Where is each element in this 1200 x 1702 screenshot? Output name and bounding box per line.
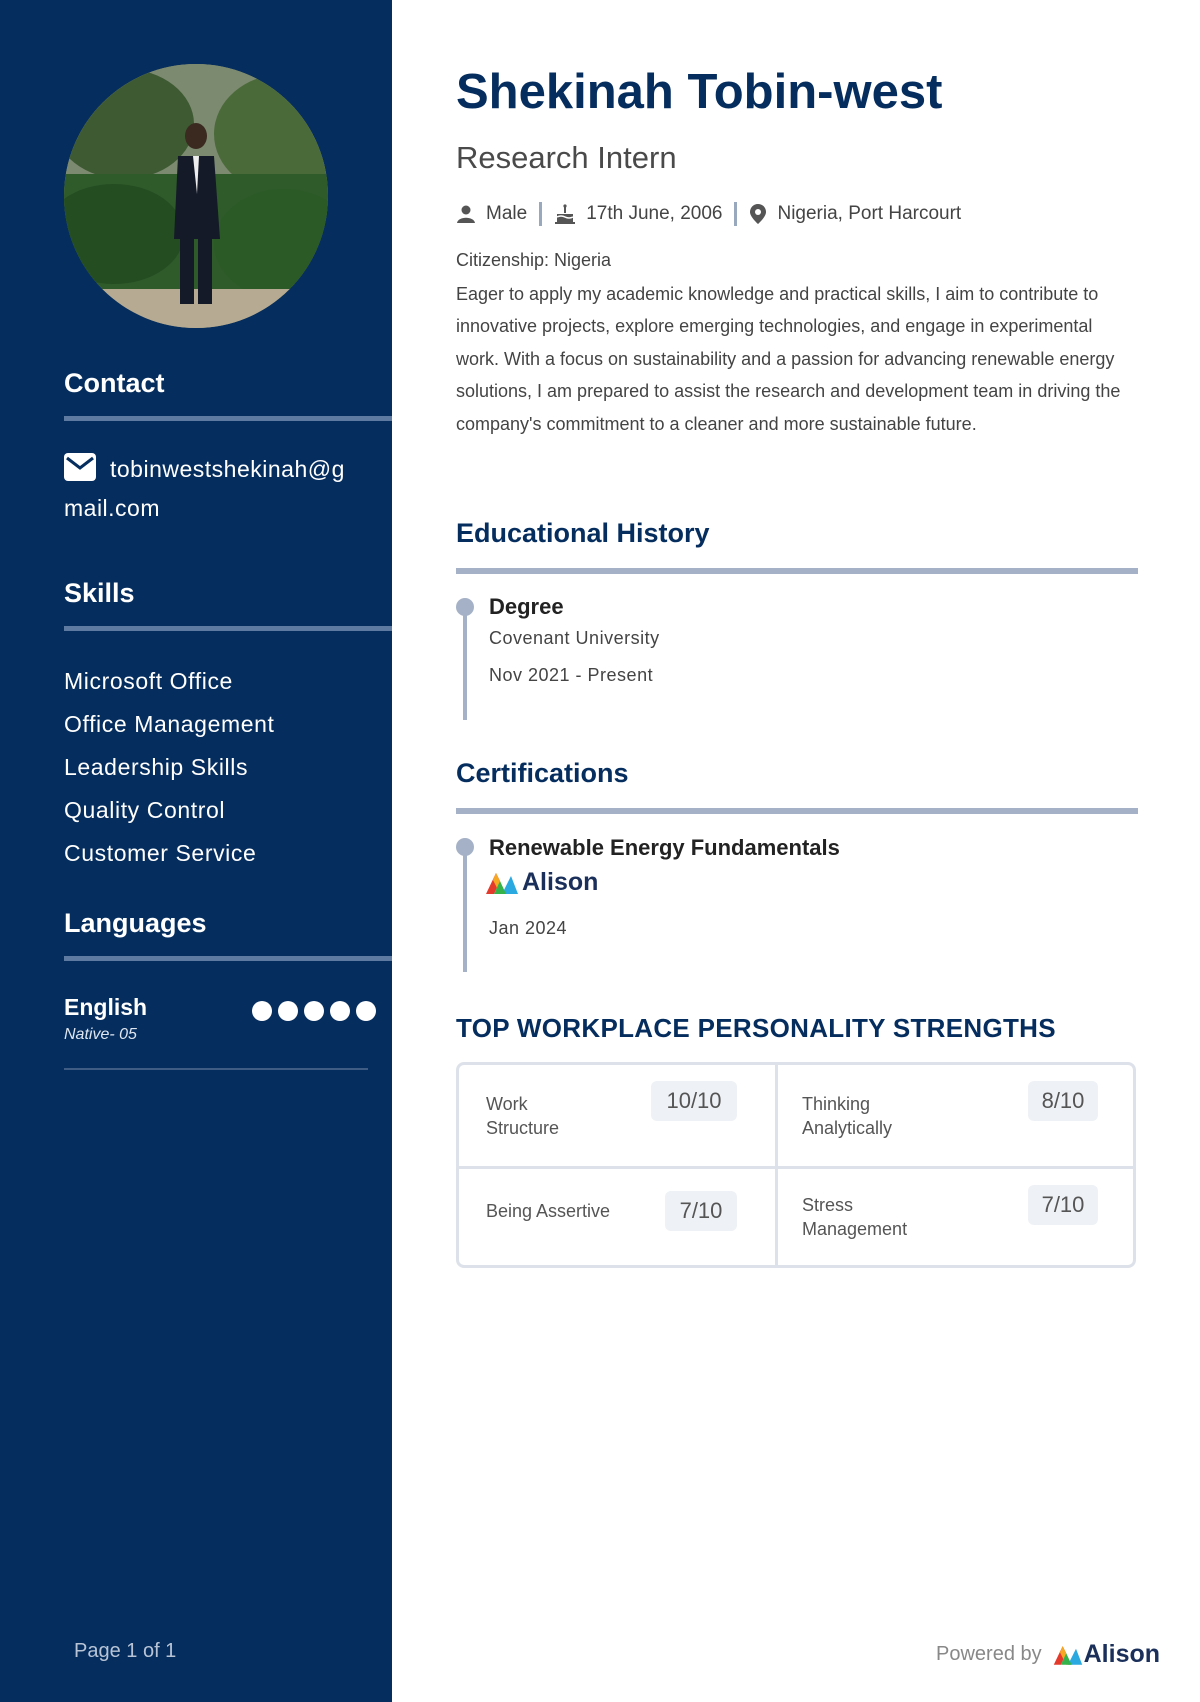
rating-dot bbox=[356, 1001, 376, 1021]
skill-item: Customer Service bbox=[64, 840, 257, 866]
strength-label: Work Structure bbox=[486, 1094, 560, 1138]
powered-by bbox=[936, 1640, 1160, 1669]
alison-logo-icon bbox=[1052, 1643, 1084, 1667]
job-title: Research Intern bbox=[456, 140, 677, 175]
strength-score: 7/10 bbox=[1028, 1185, 1098, 1225]
strengths-grid bbox=[456, 1062, 1136, 1268]
profile-summary: Eager to apply my academic knowledge and practical skills, I aim to contribute to innovative projects, explore emerging technologies, and engage in experimental work. With a focus on sustainability and a passion for advancing renewable energy solutions, I am prepared to assist the research and development team in driving the company's commitment to a cleaner and more sustainable future. bbox=[456, 284, 1121, 434]
page-number: Page 1 of 1 bbox=[74, 1640, 177, 1662]
strength-cell bbox=[778, 1065, 1133, 1166]
powered-by-text: Powered by bbox=[936, 1643, 1042, 1665]
timeline-line bbox=[463, 850, 467, 972]
education-dates: Nov 2021 - Present bbox=[489, 665, 654, 685]
location: Nigeria, Port Harcourt bbox=[777, 203, 962, 224]
certifications-divider bbox=[456, 808, 1138, 814]
rating-dot bbox=[330, 1001, 350, 1021]
education-school: Covenant University bbox=[489, 628, 660, 648]
sidebar bbox=[0, 0, 392, 1702]
date-of-birth: 17th June, 2006 bbox=[586, 203, 723, 224]
contact-divider bbox=[64, 416, 392, 421]
certification-date: Jan 2024 bbox=[489, 918, 568, 938]
strength-score: 10/10 bbox=[651, 1081, 737, 1121]
timeline-line bbox=[463, 610, 467, 720]
strength-label: Thinking Analytically bbox=[802, 1094, 893, 1138]
separator bbox=[734, 202, 737, 226]
issuer-name: Alison bbox=[522, 868, 599, 896]
mail-icon bbox=[64, 453, 96, 481]
skill-item: Microsoft Office bbox=[64, 668, 233, 694]
languages-divider bbox=[64, 956, 392, 961]
language-name: English bbox=[64, 994, 148, 1020]
languages-heading: Languages bbox=[64, 908, 207, 938]
strength-label: Stress Management bbox=[802, 1195, 908, 1239]
issuer-logo bbox=[484, 868, 598, 897]
skills-heading: Skills bbox=[64, 578, 135, 608]
education-heading: Educational History bbox=[456, 518, 710, 548]
language-divider bbox=[64, 1068, 368, 1070]
strength-cell bbox=[459, 1065, 775, 1166]
certifications-heading: Certifications bbox=[456, 758, 629, 788]
birthday-cake-icon bbox=[554, 203, 576, 225]
citizenship: Citizenship: Nigeria bbox=[456, 250, 612, 270]
language-level: Native- 05 bbox=[64, 1026, 137, 1043]
location-pin-icon bbox=[749, 203, 767, 225]
separator bbox=[539, 202, 542, 226]
personal-details bbox=[456, 202, 961, 226]
rating-dot bbox=[304, 1001, 324, 1021]
strength-score: 8/10 bbox=[1028, 1081, 1098, 1121]
strength-cell bbox=[778, 1169, 1133, 1265]
skills-list bbox=[64, 660, 275, 875]
strength-label: Being Assertive bbox=[486, 1201, 611, 1221]
skill-item: Leadership Skills bbox=[64, 754, 249, 780]
gender: Male bbox=[486, 203, 528, 224]
rating-dot bbox=[252, 1001, 272, 1021]
strengths-heading: TOP WORKPLACE PERSONALITY STRENGTHS bbox=[456, 1013, 1056, 1043]
rating-dot bbox=[278, 1001, 298, 1021]
person-icon bbox=[456, 204, 476, 224]
candidate-name: Shekinah Tobin-west bbox=[456, 65, 943, 119]
profile-photo bbox=[64, 64, 328, 328]
education-divider bbox=[456, 568, 1138, 574]
email-text: tobinwestshekinah@gmail.com bbox=[64, 456, 345, 521]
footer-brand: Alison bbox=[1083, 1640, 1161, 1668]
skill-item: Office Management bbox=[64, 711, 275, 737]
skills-divider bbox=[64, 626, 392, 631]
skill-item: Quality Control bbox=[64, 797, 226, 823]
strength-cell bbox=[459, 1169, 775, 1265]
alison-logo-icon bbox=[484, 870, 520, 896]
strength-score: 7/10 bbox=[665, 1191, 737, 1231]
contact-email-row bbox=[64, 450, 364, 528]
language-rating bbox=[252, 1001, 376, 1021]
education-title: Degree bbox=[489, 594, 564, 619]
certification-title: Renewable Energy Fundamentals bbox=[489, 835, 840, 860]
contact-heading: Contact bbox=[64, 368, 165, 398]
